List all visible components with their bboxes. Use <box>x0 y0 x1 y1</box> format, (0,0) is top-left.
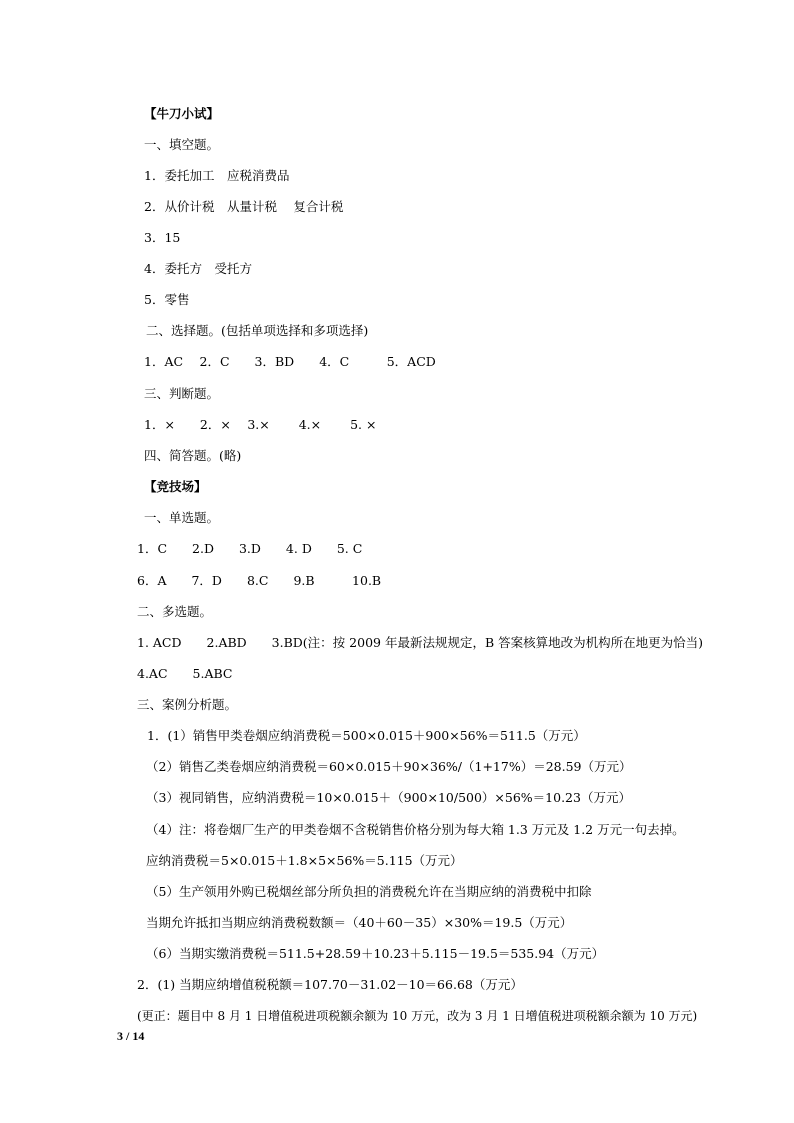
answer-line: 5．零售 <box>144 292 190 307</box>
calculation-line: 当期允许抵扣当期应纳消费税数额＝（40＋60－35）×30%＝19.5（万元） <box>146 915 573 930</box>
calculation-line: （5）生产领用外购已税烟丝部分所负担的消费税允许在当期应纳的消费税中扣除 <box>146 884 592 899</box>
section-heading-niudao: 【牛刀小试】 <box>144 106 220 121</box>
correction-note: (更正：题目中 8 月 1 日增值税进项税额余额为 10 万元，改为 3 月 1 日增值税进项税额余额为 10 万元) <box>137 1009 698 1023</box>
heading-fill-blank: 一、填空题。 <box>144 137 220 152</box>
answer-line: 3．15 <box>144 230 181 245</box>
answer-line: 1．AC 2．C 3．BD 4．C 5．ACD <box>144 354 436 369</box>
section-heading-jingjichang: 【竞技场】 <box>144 479 207 494</box>
answer-line: 1．× 2．× 3.× 4.× 5. × <box>144 417 377 432</box>
answer-line: 4．委托方 受托方 <box>144 261 252 276</box>
heading-judgement: 三、判断题。 <box>144 386 220 401</box>
heading-multi-choice: 二、多选题。 <box>137 604 213 619</box>
page-number: 3 / 14 <box>117 1029 145 1043</box>
heading-choice: 二、选择题。(包括单项选择和多项选择) <box>146 323 369 338</box>
answer-line: 6．A 7．D 8.C 9.B 10.B <box>137 573 382 588</box>
heading-case-analysis: 三、案例分析题。 <box>137 697 238 712</box>
answer-line: 1．委托加工 应税消费品 <box>144 168 290 183</box>
calculation-line: （2）销售乙类卷烟应纳消费税＝60×0.015＋90×36%/（1+17%）＝28.59（万元） <box>146 759 632 774</box>
answer-line: 1. ACD 2.ABD 3.BD(注：按 2009 年最新法规规定，B 答案核算地改为机构所在地更为恰当) <box>137 635 703 650</box>
heading-short-answer: 四、简答题。(略) <box>144 448 242 463</box>
calculation-line: （3）视同销售，应纳消费税＝10×0.015＋（900×10/500）×56%＝10.23（万元） <box>146 790 631 805</box>
answer-line: 1．C 2.D 3.D 4. D 5. C <box>137 541 363 556</box>
calculation-line: （6）当期实缴消费税＝511.5+28.59＋10.23＋5.115－19.5＝535.94（万元） <box>146 946 605 961</box>
calculation-line: 1．(1）销售甲类卷烟应纳消费税＝500×0.015＋900×56%＝511.5（万元） <box>147 728 586 743</box>
answer-line: 4.AC 5.ABC <box>137 666 233 681</box>
calculation-line: 2．(1) 当期应纳增值税税额＝107.70－31.02－10＝66.68（万元） <box>137 977 523 992</box>
calculation-line: （4）注：将卷烟厂生产的甲类卷烟不含税销售价格分别为每大箱 1.3 万元及 1.2 万元一句去掉。 <box>146 822 685 837</box>
answer-line: 2．从价计税 从量计税 复合计税 <box>144 199 344 214</box>
heading-single-choice: 一、单选题。 <box>144 510 220 525</box>
calculation-line: 应纳消费税＝5×0.015＋1.8×5×56%＝5.115（万元） <box>146 853 463 868</box>
